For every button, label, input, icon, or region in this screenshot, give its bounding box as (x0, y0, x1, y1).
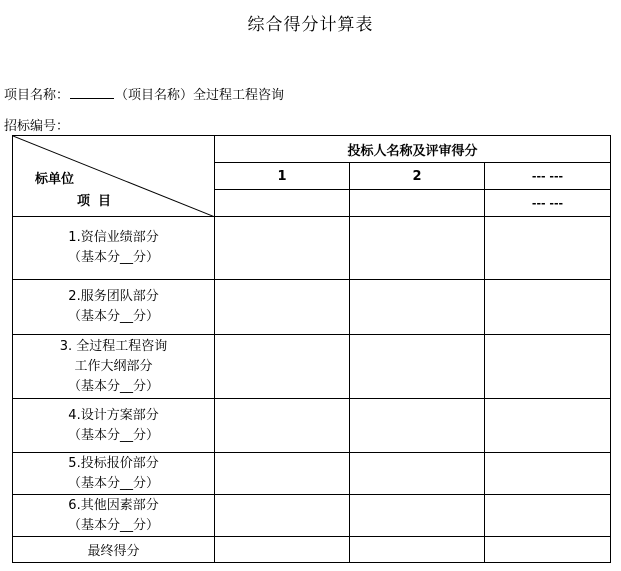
row-label-qualification (13, 217, 215, 280)
score-cell[interactable] (485, 399, 611, 453)
project-name-suffix: （项目名称）全过程工程咨询 (115, 88, 285, 103)
row-label-line: （基本分__分） (67, 309, 159, 324)
score-cell[interactable] (350, 399, 485, 453)
bidder-header-2: 2 (350, 163, 485, 190)
row-label-line: 1.资信业绩部分 (68, 230, 159, 245)
row-label-line: 3. 全过程工程咨询 (59, 338, 168, 354)
score-cell[interactable] (350, 453, 485, 495)
project-name-line (4, 84, 284, 103)
page-title: 综合得分计算表 (247, 15, 374, 35)
row-label-price (13, 453, 215, 495)
row-label-line: （基本分__分） (67, 517, 159, 533)
score-cell[interactable] (350, 335, 485, 399)
row-label-line: 2.服务团队部分 (68, 289, 159, 304)
row-label-design (13, 399, 215, 453)
tender-number-label: 招标编号： (4, 119, 70, 134)
score-cell[interactable] (215, 399, 350, 453)
score-table (12, 135, 611, 563)
score-cell[interactable] (350, 217, 485, 280)
row-label-final: 最终得分 (13, 537, 215, 563)
score-cell[interactable] (215, 335, 350, 399)
score-cell[interactable] (485, 495, 611, 537)
bidder-header-1: 1 (215, 163, 350, 190)
diag-bottom-label: 项目 (77, 194, 120, 209)
bidder-header-more: --- --- (485, 163, 611, 190)
project-name-blank[interactable] (70, 86, 114, 99)
project-name-label: 项目名称： (4, 88, 70, 103)
score-cell[interactable] (350, 190, 485, 217)
score-cell[interactable] (485, 217, 611, 280)
diagonal-header-cell (13, 136, 215, 217)
score-cell[interactable] (215, 453, 350, 495)
row-label-line: 5.投标报价部分 (68, 455, 159, 471)
diag-top-label: 标单位 (35, 172, 75, 187)
score-cell[interactable] (215, 280, 350, 335)
score-cell[interactable] (215, 217, 350, 280)
score-cell[interactable] (485, 453, 611, 495)
tender-number-line (4, 115, 69, 134)
row-label-line: 工作大纲部分 (74, 358, 153, 374)
bidder-group-header: 投标人名称及评审得分 (215, 136, 611, 163)
row-label-line: （基本分__分） (67, 250, 159, 265)
row-label-line: （基本分__分） (67, 475, 159, 491)
row-label-line: 6.其他因素部分 (68, 497, 159, 513)
row-label-line: （基本分__分） (67, 378, 159, 394)
score-cell[interactable] (215, 537, 350, 563)
score-cell[interactable] (215, 495, 350, 537)
score-cell[interactable] (485, 537, 611, 563)
row-label-line: 4.设计方案部分 (68, 407, 159, 423)
score-cell[interactable] (350, 495, 485, 537)
score-cell[interactable] (215, 190, 350, 217)
row-label-line: （基本分__分） (67, 427, 159, 443)
score-cell[interactable] (350, 537, 485, 563)
row-label-outline (13, 335, 215, 399)
row-label-team (13, 280, 215, 335)
bidder-extra-cell: --- --- (485, 190, 611, 217)
score-cell[interactable] (485, 280, 611, 335)
row-label-other (13, 495, 215, 537)
score-cell[interactable] (485, 335, 611, 399)
score-cell[interactable] (350, 280, 485, 335)
